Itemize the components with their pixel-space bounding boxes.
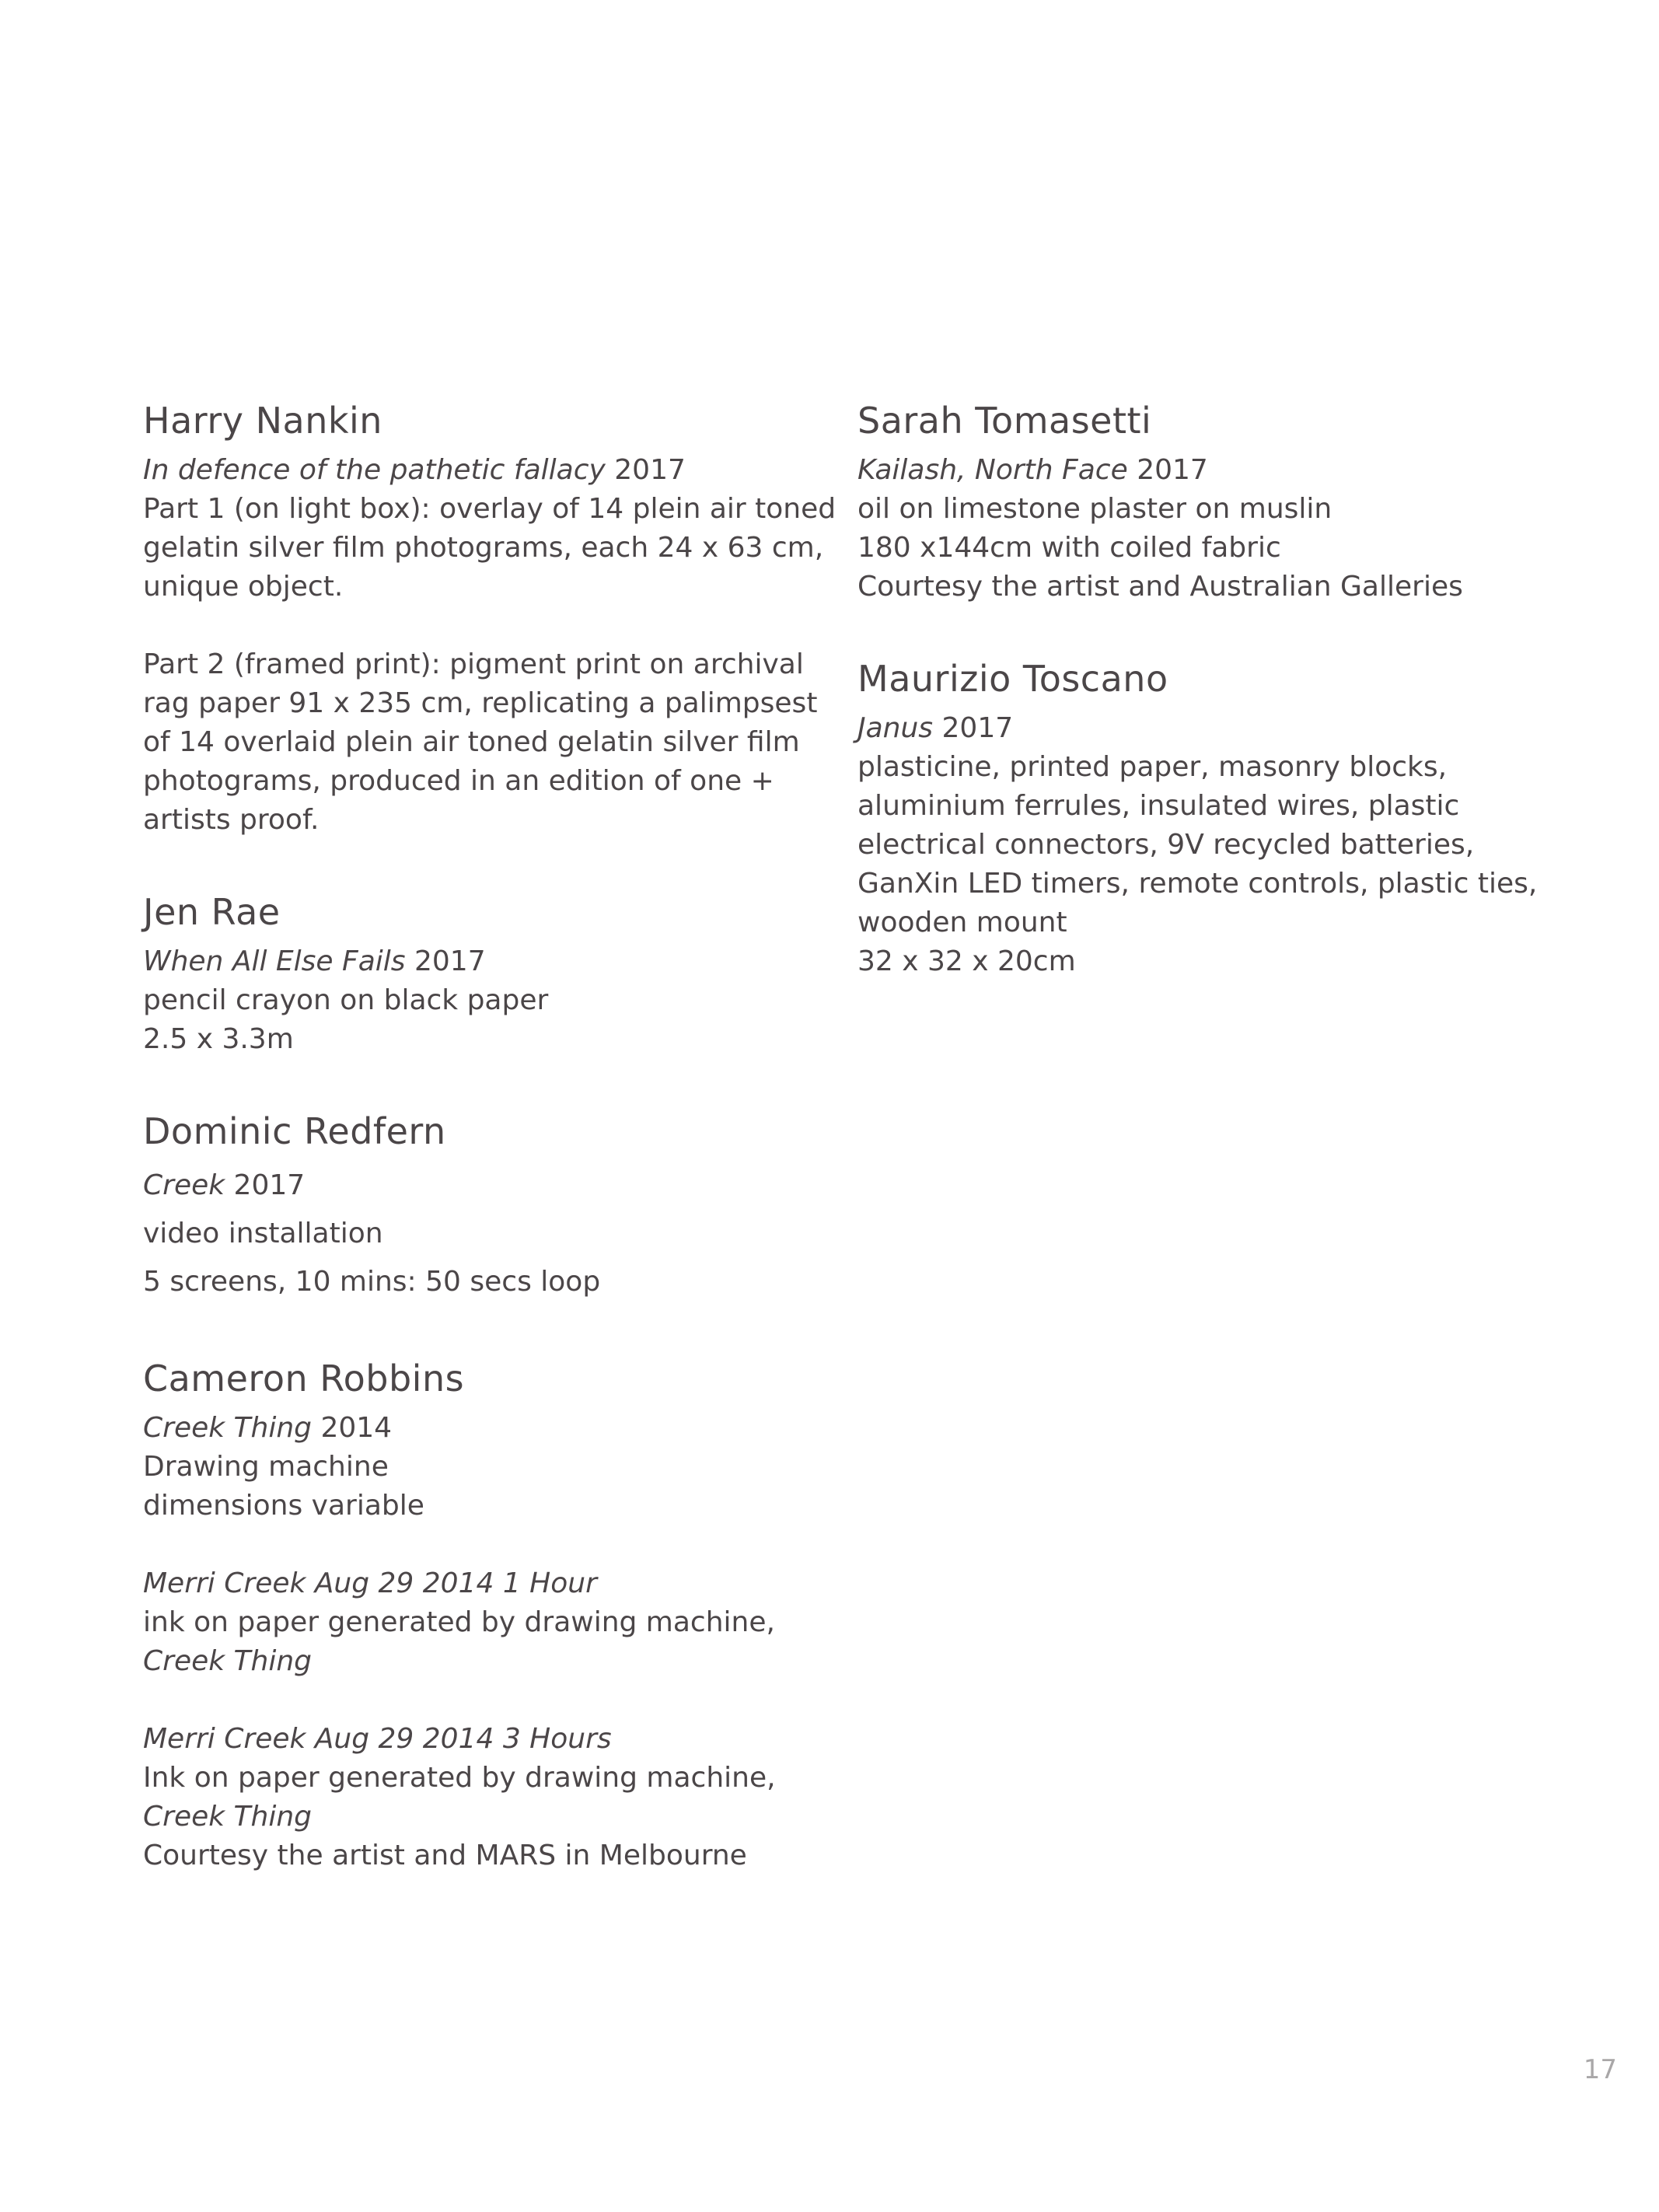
- medium-line: pencil crayon on black paper: [143, 984, 549, 1016]
- left-column: [143, 397, 836, 1875]
- medium-line: Drawing machine: [143, 1451, 389, 1483]
- entry-harry-nankin: [143, 397, 836, 840]
- work-title: Merri Creek Aug 29 2014 3 Hours: [143, 1723, 612, 1755]
- artist-name: Sarah Tomasetti: [857, 400, 1152, 442]
- work-year: 2017: [233, 1169, 306, 1201]
- work-title: Kailash, North Face: [857, 454, 1128, 486]
- description-line: artists proof.: [143, 804, 320, 836]
- work-title-line: [143, 1162, 827, 1210]
- materials-line: aluminium ferrules, insulated wires, plastic: [857, 790, 1460, 822]
- artist-name: Harry Nankin: [143, 400, 382, 442]
- work-year: 2017: [1137, 454, 1208, 486]
- work-title-line: [143, 942, 827, 981]
- paragraph-gap: [143, 606, 827, 645]
- entry-maurizio-toscano: [857, 655, 1542, 981]
- paragraph-gap: [143, 1525, 827, 1564]
- medium-line: Ink on paper generated by drawing machine,: [143, 1762, 776, 1794]
- work-title-line: [857, 451, 1542, 490]
- artist-name: Maurizio Toscano: [857, 658, 1168, 700]
- machine-title: Creek Thing: [143, 1801, 313, 1833]
- paragraph-gap: [143, 1681, 827, 1720]
- dimensions-line: 32 x 32 x 20cm: [857, 945, 1076, 977]
- work-title: Janus: [857, 712, 934, 744]
- work-title-line: [143, 451, 827, 490]
- dimensions-line: 5 screens, 10 mins: 50 secs loop: [143, 1266, 601, 1298]
- materials-line: plasticine, printed paper, masonry blocks,: [857, 751, 1448, 783]
- right-column: [857, 397, 1542, 981]
- dimensions-line: 2.5 x 3.3m: [143, 1023, 294, 1055]
- work-title: In defence of the pathetic fallacy: [143, 454, 606, 486]
- work-year: 2017: [614, 454, 686, 486]
- page-number: 17: [1583, 2054, 1617, 2085]
- materials-line: GanXin LED timers, remote controls, plastic ties,: [857, 868, 1538, 900]
- work-year: 2017: [414, 945, 486, 977]
- medium-line: oil on limestone plaster on muslin: [857, 493, 1332, 525]
- medium-line: video installation: [143, 1218, 383, 1249]
- description-line: unique object.: [143, 571, 344, 603]
- materials-line: electrical connectors, 9V recycled batteries,: [857, 829, 1475, 861]
- machine-title: Creek Thing: [143, 1645, 313, 1677]
- entry-sarah-tomasetti: [857, 397, 1542, 606]
- description-line: of 14 overlaid plein air toned gelatin silver film: [143, 726, 800, 758]
- entry-cameron-robbins: [143, 1354, 827, 1875]
- courtesy-line: Courtesy the artist and MARS in Melbourne: [143, 1840, 747, 1871]
- medium-line: ink on paper generated by drawing machine,: [143, 1606, 775, 1638]
- work-title: Creek: [143, 1169, 225, 1201]
- work-title: Creek Thing: [143, 1412, 313, 1444]
- work-title-line: [857, 709, 1542, 748]
- description-line: Part 2 (framed print): pigment print on archival: [143, 648, 804, 680]
- work-title: When All Else Fails: [143, 945, 406, 977]
- dimensions-line: 180 x144cm with coiled fabric: [857, 532, 1281, 564]
- artist-name: Jen Rae: [143, 891, 281, 933]
- artist-name: Cameron Robbins: [143, 1358, 465, 1400]
- work-title: Merri Creek Aug 29 2014 1 Hour: [143, 1567, 597, 1599]
- materials-line: wooden mount: [857, 907, 1067, 938]
- courtesy-line: Courtesy the artist and Australian Galleries: [857, 571, 1463, 603]
- work-year: 2017: [941, 712, 1014, 744]
- artist-name: Dominic Redfern: [143, 1110, 446, 1152]
- dimensions-line: dimensions variable: [143, 1490, 424, 1522]
- work-title-line: [143, 1409, 827, 1448]
- description-line: gelatin silver film photograms, each 24 x 63 cm,: [143, 532, 824, 564]
- description-line: Part 1 (on light box): overlay of 14 plein air toned: [143, 493, 836, 525]
- description-line: photograms, produced in an edition of one +: [143, 765, 774, 797]
- description-line: rag paper 91 x 235 cm, replicating a palimpsest: [143, 687, 818, 719]
- entry-jen-rae: [143, 888, 827, 1059]
- entry-dominic-redfern: [143, 1107, 827, 1306]
- work-year: 2014: [320, 1412, 393, 1444]
